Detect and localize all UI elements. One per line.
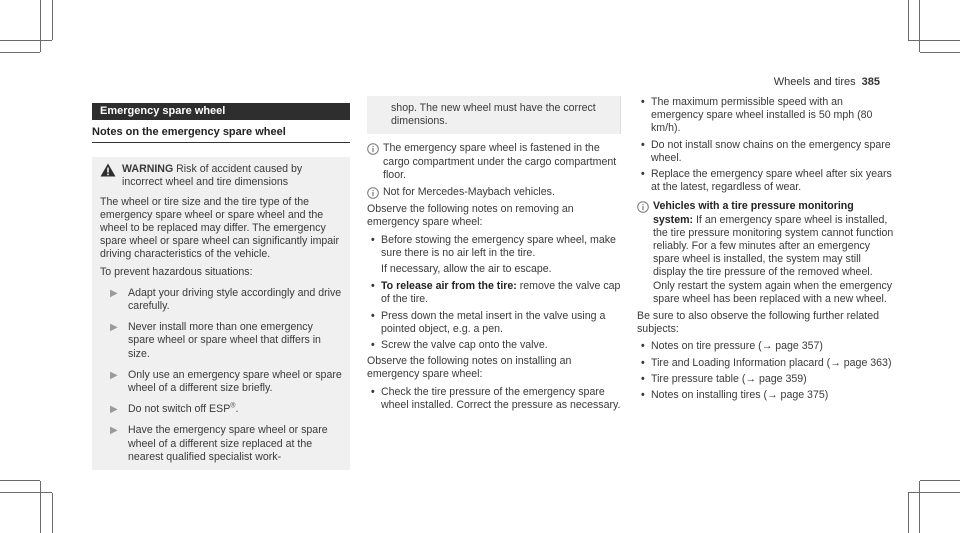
warning-triangle-icon [100, 163, 116, 177]
crop-mark [40, 481, 41, 533]
related-link-text[interactable] [651, 389, 828, 402]
crop-mark [908, 40, 960, 41]
crop-mark [908, 0, 909, 40]
ref-arrow-icon: → [745, 372, 756, 385]
info-icon [637, 201, 649, 213]
warning-header [100, 163, 342, 189]
bullet-dot: • [641, 96, 645, 108]
warning-continuation-text: shop. The new wheel must have the correct dimensions. [391, 102, 596, 128]
warning-action-item [100, 424, 342, 464]
esp-period: . [235, 403, 239, 416]
info-note [637, 200, 895, 306]
crop-mark [919, 481, 920, 533]
warning-label: WARNING [122, 163, 174, 176]
arrow-right-icon: ▶ [110, 425, 118, 437]
bullet-dot: • [641, 389, 645, 402]
info-rest: If an emergency spare wheel is installed, the tire pressure monitoring system cannot function reliably. For a few minutes after an emergency spare wheel is installed, the system may still display the tire pressure of the removed wheel. Only restart the system again when the emergency spare wheel has been replaced with a new wheel. [653, 213, 894, 305]
crop-mark [908, 493, 909, 533]
arrow-right-icon: ▶ [110, 322, 118, 334]
warning-action-text: Adapt your driving style accordingly and drive carefully. [128, 286, 342, 313]
related-title: Notes on installing tires ( [651, 389, 767, 402]
warning-action-text [128, 403, 238, 416]
running-header [774, 76, 880, 89]
list-item [637, 139, 895, 165]
list-item-text: Check the tire pressure of the emergency spare wheel installed. Correct the pressure as necessary. [381, 385, 621, 411]
crop-mark [0, 52, 40, 53]
list-item [637, 96, 895, 136]
ref-arrow-icon: → [767, 389, 778, 402]
bullet-dot: • [371, 233, 375, 246]
related-link-text[interactable] [651, 357, 891, 370]
warning-lead-text [122, 163, 342, 189]
related-link[interactable] [637, 357, 895, 370]
arrow-right-icon: ▶ [110, 404, 118, 416]
warning-box [92, 157, 350, 470]
list-item-text: Replace the emergency spare wheel after six years at the latest, regardless of wear. [651, 168, 892, 194]
warning-action-item [100, 403, 342, 416]
related-link[interactable] [637, 389, 895, 402]
bullet-dot: • [371, 309, 375, 322]
bullet-dot: • [641, 372, 645, 385]
removing-intro: Observe the following notes on removing an emergency spare wheel: [367, 203, 574, 229]
list-item [367, 386, 621, 412]
ref-arrow-icon: → [761, 340, 773, 353]
warning-action-text: Only use an emergency spare wheel or spare wheel of a different size briefly. [128, 368, 342, 395]
info-note [367, 186, 621, 199]
crop-mark [0, 40, 52, 41]
crop-mark [908, 492, 960, 493]
page-ref[interactable]: page 375) [780, 389, 829, 402]
info-icon [367, 187, 379, 199]
bullet-dot: • [371, 339, 375, 352]
page-ref[interactable]: page 359) [758, 372, 807, 385]
info-icon [367, 143, 379, 155]
list-item-text [381, 280, 621, 306]
column-3 [637, 96, 895, 405]
warning-continuation-box [367, 96, 621, 134]
page-number: 385 [861, 76, 880, 88]
related-link[interactable] [637, 340, 895, 353]
ref-arrow-icon: → [830, 356, 841, 369]
related-title: Notes on tire pressure ( [651, 340, 762, 353]
crop-mark [0, 480, 40, 481]
list-item-text: Before stowing the emergency spare wheel, make sure there is no air left in the tire. [381, 233, 616, 259]
list-item [367, 339, 621, 352]
info-note [367, 142, 621, 182]
crop-mark [919, 0, 920, 52]
warning-action-text: Have the emergency spare wheel or spare wheel of a different size replaced at the nearest qualified specialist work- [128, 424, 328, 463]
page-ref[interactable]: page 357) [775, 340, 823, 353]
page-ref[interactable]: page 363) [843, 356, 892, 369]
list-item-subtext: If necessary, allow the air to escape. [381, 263, 552, 276]
info-text: The emergency spare wheel is fastened in the cargo compartment under the cargo compartment floor. [383, 142, 617, 181]
crop-mark [52, 493, 53, 533]
crop-mark [0, 492, 52, 493]
warning-body: The wheel or tire size and the tire type of the emergency spare wheel or spare wheel and the wheel to be replaced may differ. The emergency spare wheel or spare wheel can significantly impair driving characteristics of the vehicle. [100, 195, 340, 261]
warning-action-text: Never install more than one emergency spare wheel or spare wheel that differs in size. [128, 321, 321, 360]
related-link-text[interactable] [651, 373, 807, 386]
bullet-dot: • [641, 138, 645, 151]
bullet-dot: • [641, 168, 645, 181]
crop-mark [920, 480, 960, 481]
list-item [367, 280, 621, 306]
info-text: Not for Mercedes-Maybach vehicles. [383, 186, 555, 199]
esp-text: Do not switch off ESP [128, 403, 231, 416]
list-item-text: Do not install snow chains on the emergency spare wheel. [651, 138, 891, 164]
installing-intro: Observe the following notes on installing an emergency spare wheel: [367, 355, 572, 381]
column-2 [367, 96, 621, 415]
bullet-dot: • [371, 385, 375, 398]
bullet-dot: • [641, 356, 645, 369]
arrow-right-icon: ▶ [110, 287, 118, 299]
related-link[interactable] [637, 373, 895, 386]
list-item-text: Screw the valve cap onto the valve. [381, 339, 548, 352]
crop-mark [52, 0, 53, 40]
warning-action-item [100, 287, 342, 313]
warning-action-item [100, 321, 342, 361]
bullet-dot: • [641, 340, 645, 353]
crop-mark [920, 52, 960, 53]
crop-mark [40, 0, 41, 52]
list-item-text: The maximum permissible speed with an emergency spare wheel installed is 50 mph (80 km/h). [651, 96, 873, 135]
related-link-text[interactable] [651, 340, 823, 353]
bullet-dot: • [371, 280, 375, 293]
list-item-text: Press down the metal insert in the valve using a pointed object, e.g. a pen. [381, 309, 606, 335]
subheading: Notes on the emergency spare wheel [92, 126, 350, 143]
list-item [637, 168, 895, 194]
list-item-rest: remove the valve cap of the tire. [381, 280, 621, 306]
arrow-right-icon: ▶ [110, 369, 118, 381]
info-text [653, 200, 895, 306]
list-item-bold: To release air from the tire: [381, 280, 517, 293]
column-1 [92, 103, 350, 470]
header-section-title: Wheels and tires [773, 76, 856, 88]
related-intro: Be sure to also observe the following further related subjects: [637, 310, 880, 336]
list-item [367, 310, 621, 336]
warning-lead: Risk of accident caused by incorrect wheel and tire dimensions [122, 163, 303, 189]
related-title: Tire and Loading Information placard ( [651, 356, 831, 369]
related-title: Tire pressure table ( [651, 372, 746, 385]
warning-prevent: To prevent hazardous situations: [100, 265, 253, 278]
list-item [367, 234, 621, 260]
registered-mark: ® [230, 402, 236, 410]
warning-action-item [100, 369, 342, 395]
info-bold: Vehicles with a tire pressure monitoring system: [653, 200, 854, 226]
section-title-bar: Emergency spare wheel [92, 103, 350, 120]
